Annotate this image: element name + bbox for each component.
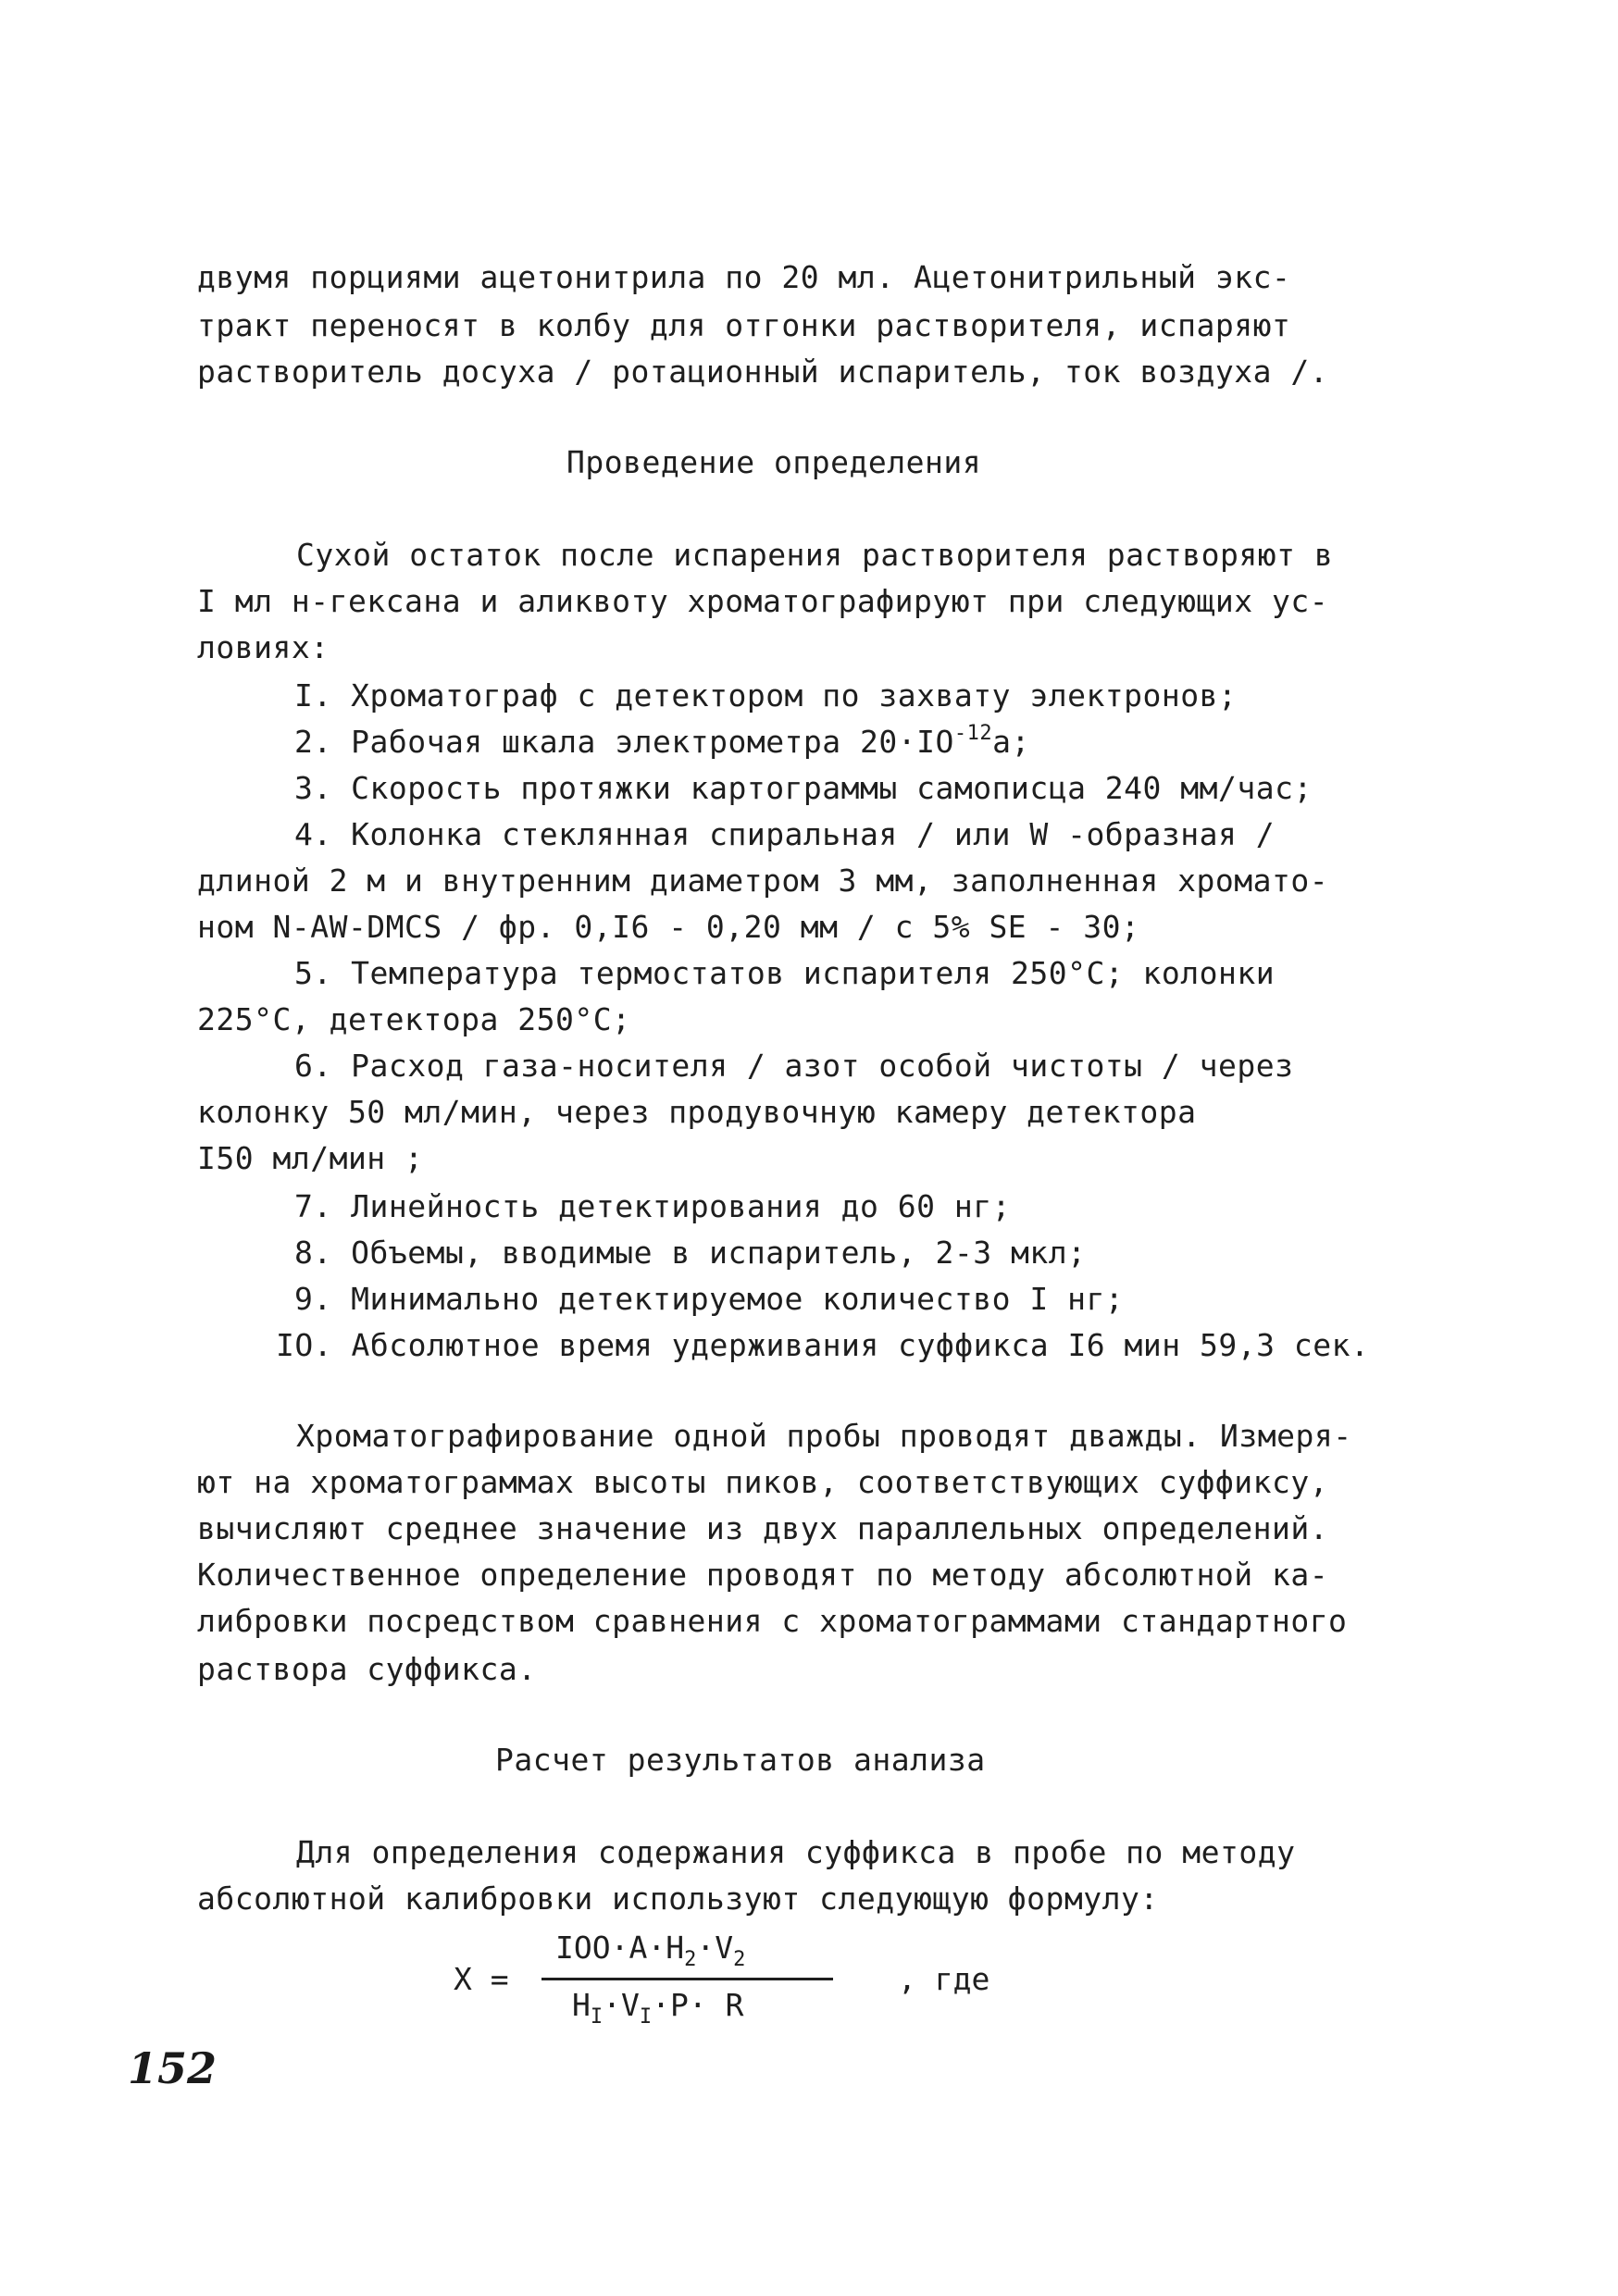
text-line: Хроматографирование одной пробы проводят дважды. Измеря- <box>296 1418 1352 1454</box>
text-line: Количественное определение проводят по методу абсолютной ка- <box>197 1557 1329 1593</box>
formula-lhs: X = <box>454 1961 509 1997</box>
formula-subscript: I <box>590 2005 604 2029</box>
condition-item <box>294 722 1030 763</box>
formula-term: IOO·A·H <box>555 1930 685 1966</box>
formula-subscript: 2 <box>684 1948 697 1971</box>
section-heading: Проведение определения <box>566 444 982 480</box>
condition-item: длиной 2 м и внутренним диаметром 3 мм, заполненная хромато- <box>197 863 1329 899</box>
text-line: тракт переносят в колбу для отгонки растворителя, испаряют <box>197 307 1291 343</box>
condition-item: ном N-AW-DMCS / фр. 0,I6 - 0,20 мм / с 5% SE - 30; <box>197 909 1140 945</box>
condition-item: колонку 50 мл/мин, через продувочную камеру детектора <box>197 1094 1197 1130</box>
text-line: либровки посредством сравнения с хроматограммами стандартного <box>197 1603 1348 1639</box>
formula-denominator <box>572 1987 744 2029</box>
section-heading: Расчет результатов анализа <box>495 1742 986 1778</box>
condition-item: 225°С, детектора 250°С; <box>197 1001 631 1037</box>
text-line: I мл н-гексана и аликвоту хроматографируют при следующих ус- <box>197 583 1329 619</box>
condition-item: I. Хроматограф с детектором по захвату электронов; <box>294 677 1238 714</box>
formula-term: ·V <box>603 1987 640 2023</box>
formula-term: ·P· R <box>652 1987 744 2023</box>
fraction-bar <box>541 1978 833 1980</box>
formula <box>454 1930 1101 2041</box>
condition-item: 3. Скорость протяжки картограммы самописца 240 мм/час; <box>294 770 1313 806</box>
formula-term: H <box>572 1987 591 2023</box>
condition-item: 4. Колонка стеклянная спиральная / или W -образная / <box>294 816 1276 852</box>
text-line: Для определения содержания суффикса в пробе по методу <box>296 1834 1296 1870</box>
condition-text: а; <box>992 724 1030 760</box>
formula-where: , где <box>898 1961 990 1997</box>
text-line: растворитель досуха / ротационный испаритель, ток воздуха /. <box>197 354 1329 390</box>
condition-item: IO. Абсолютное время удерживания суффикса I6 мин 59,3 сек. <box>276 1327 1370 1363</box>
text-line: абсолютной калибровки используют следующую формулу: <box>197 1880 1159 1917</box>
condition-item: 8. Объемы, вводимые в испаритель, 2-3 мкл; <box>294 1235 1087 1271</box>
formula-numerator <box>555 1930 746 1971</box>
condition-item: 9. Минимально детектируемое количество I нг; <box>294 1281 1125 1317</box>
formula-subscript: I <box>639 2005 653 2029</box>
formula-subscript: 2 <box>733 1948 746 1971</box>
page-number: 152 <box>128 2043 218 2093</box>
text-line: двумя порциями ацетонитрила по 20 мл. Ацетонитрильный экс- <box>197 259 1291 295</box>
condition-item: 6. Расход газа-носителя / азот особой чистоты / через <box>294 1048 1294 1084</box>
condition-item: I50 мл/мин ; <box>197 1140 424 1176</box>
text-line: вычисляют среднее значение из двух параллельных определений. <box>197 1510 1329 1546</box>
text-line: ют на хроматограммах высоты пиков, соответствующих суффиксу, <box>197 1464 1329 1500</box>
condition-item: 7. Линейность детектирования до 60 нг; <box>294 1188 1011 1224</box>
condition-item: 5. Температура термостатов испарителя 250°С; колонки <box>294 955 1276 991</box>
formula-term: ·V <box>696 1930 734 1966</box>
text-line: ловиях: <box>197 629 330 665</box>
text-line: раствора суффикса. <box>197 1651 537 1687</box>
condition-text: 2. Рабочая шкала электрометра 20·IO <box>294 724 954 760</box>
exponent: -12 <box>953 722 993 745</box>
text-line: Сухой остаток после испарения растворителя растворяют в <box>296 537 1334 573</box>
